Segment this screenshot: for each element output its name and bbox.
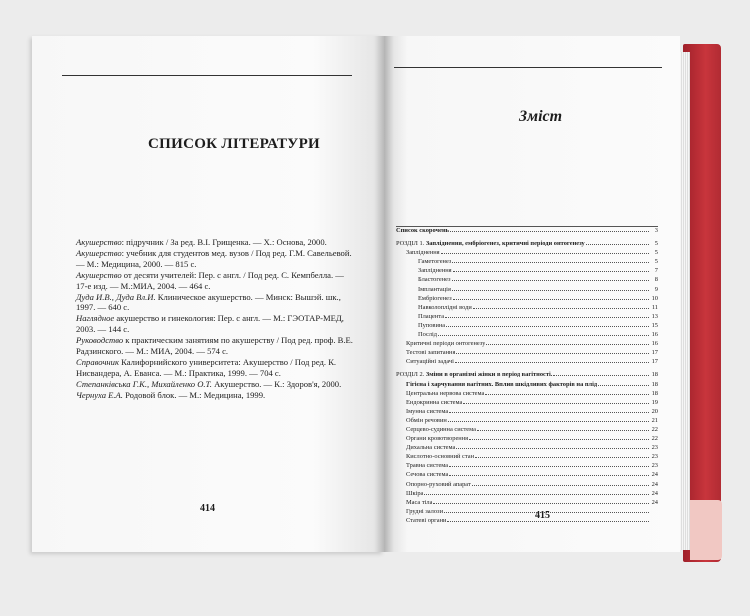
toc-page-number: 8 [654,276,658,284]
toc-leader-dots [447,521,649,522]
toc-entry [396,239,658,248]
toc-entry-label: Запліднення [406,249,440,257]
toc-entry-label: Сечова система [406,471,449,479]
toc-page-number: 17 [651,358,658,366]
toc-title: Зміст [519,108,563,125]
right-header-rule [394,67,662,68]
toc-leader-dots [456,353,649,354]
toc-entry [396,416,658,425]
toc-leader-dots [449,412,649,413]
toc-page-number: 16 [651,331,658,339]
toc-entry-label: Ембріогенез [418,294,452,302]
toc-page-number: 13 [651,312,658,320]
reference-item [76,390,356,401]
page-number-left: 414 [200,503,215,514]
toc-entry-label: Гаметогенез [418,258,452,266]
toc-entry [396,303,658,312]
toc-entry [396,507,658,516]
reference-text: Калифорнийского университета: Акушерство / Под ред. К. Нисвандера, А. Еванса. — М.: Практика, 1999. — 704 с. [76,356,337,378]
book-gutter [374,36,394,552]
toc-entry [396,461,658,470]
toc-leader-dots [433,503,649,504]
toc-entry-label: РОЗДІЛ 2. Зміни в організмі жінки в період вагітності. [396,371,553,379]
toc-leader-dots [441,253,649,254]
toc-page-number: 10 [651,294,658,302]
toc-page-number: 5 [654,240,658,248]
toc-page-number: 18 [651,380,658,388]
reference-author: Справочник [76,356,119,367]
toc-entry [396,266,658,275]
toc-entry [396,480,658,489]
toc-page-number: 18 [651,389,658,397]
toc-entry-label: Центральна нервова система [406,389,485,397]
reference-author: Акушерство [76,237,122,247]
toc-entry [396,407,658,416]
toc-entry [396,226,658,235]
reference-item [76,313,356,335]
toc-page-number: 9 [654,285,658,293]
toc-entry-label: Послід [418,331,438,339]
reference-list [76,237,356,401]
toc-page-number: 7 [654,267,658,275]
toc-leader-dots [452,262,649,263]
toc-entry [396,489,658,498]
toc-entry [396,330,658,339]
toc-page-number: 23 [651,453,658,461]
reference-item [76,292,356,314]
toc-leader-dots [456,448,649,449]
table-of-contents [396,226,658,525]
toc-entry [396,470,658,479]
reference-text: : підручник / За ред. В.І. Грищенка. — Х.: Основа, 2000. [121,237,327,247]
reference-text: Родовой блок. — М.: Медицина, 1999. [122,389,266,400]
toc-entry-label: Плацента [418,312,445,320]
toc-entry-label: Список скорочень [396,227,450,234]
toc-entry-label: Ситуаційні задачі [406,358,454,366]
toc-entry [396,389,658,398]
toc-leader-dots [586,244,649,245]
reference-item [76,270,356,292]
reference-author: Дуда И.В., Дуда Вл.И. [76,291,156,302]
toc-leader-dots [598,385,649,386]
page-number-right: 415 [535,510,550,521]
toc-leader-dots [452,290,649,291]
toc-leader-dots [449,475,649,476]
toc-page-number: 17 [651,349,658,357]
toc-page-number: 23 [651,462,658,470]
reference-item [76,248,356,270]
toc-leader-dots [553,375,649,376]
reference-text: Акушерство. — К.: Здоров'я, 2000. [211,378,342,389]
toc-leader-dots [455,362,649,363]
toc-leader-dots [473,308,649,309]
toc-entry-label: Імунна система [406,407,449,415]
toc-leader-dots [469,439,649,440]
toc-page-number: 24 [651,480,658,488]
toc-entry [396,443,658,452]
toc-entry-label: Дихальна система [406,444,456,452]
toc-entry-label: Кислотно-основний стан [406,453,475,461]
toc-entry [396,498,658,507]
toc-entry-label: Серцево-судинна система [406,425,476,433]
toc-entry-label: Шкіра [406,489,424,497]
toc-page-number: 15 [651,321,658,329]
toc-entry [396,434,658,443]
toc-entry-label: Ендокринна система [406,398,463,406]
toc-entry-label: Навколоплідні води [418,303,472,311]
toc-entry [396,339,658,348]
reference-text: к практическим занятиям по акушерству / Под ред. проф. В.Е. Радзинского. — М.: МИА, 2004. — 574 с. [76,335,353,357]
reference-author: Наглядное [76,313,115,324]
toc-page-number: 22 [651,425,658,433]
reference-author: Руководство [76,335,124,346]
toc-leader-dots [424,494,649,495]
reference-text: акушерство и гинекология: Пер. с англ. — М.: ГЭОТАР-МЕД, 2003. — 144 с. [76,313,344,335]
page-title: СПИСОК ЛІТЕРАТУРИ [148,136,321,152]
toc-leader-dots [448,421,649,422]
toc-entry-label: Травна система [406,462,449,470]
reference-text: Клиническое акушерство. — Минск: Вышэй. шк., 1997. — 640 с. [76,291,341,313]
toc-entry-label: Опорно-руховий апарат [406,480,471,488]
left-header-rule [62,75,352,76]
toc-entry [396,516,658,525]
toc-page-number: 5 [654,258,658,266]
toc-page-number: 18 [651,371,658,379]
toc-leader-dots [446,326,649,327]
toc-page-number: 20 [651,407,658,415]
reference-author: Акушерство [76,269,122,280]
toc-entry [396,380,658,389]
toc-page-number: 24 [651,471,658,479]
toc-leader-dots [450,231,649,232]
toc-entry [396,398,658,407]
toc-entry [396,248,658,257]
toc-page-number: 5 [654,249,658,257]
toc-page-number: 23 [651,444,658,452]
toc-entry-label: Запліднення [418,267,452,275]
book-cover-corner [690,500,722,560]
toc-page-number: 16 [651,340,658,348]
toc-entry [396,452,658,461]
toc-leader-dots [453,299,649,300]
toc-entry [396,285,658,294]
toc-entry [396,257,658,266]
toc-leader-dots [445,317,649,318]
toc-entry-label: Статеві органи [406,516,447,524]
toc-entry-label: Гігієна і харчування вагітних. Вплив шкідливих факторів на плід [406,380,598,388]
toc-entry-label: Обмін речовин [406,416,447,424]
toc-leader-dots [453,271,649,272]
toc-entry-label: Грудні залози [406,507,443,515]
toc-page-number: 22 [651,435,658,443]
toc-entry [396,370,658,379]
toc-entry-label: Маса тіла [406,498,433,506]
toc-entry [396,275,658,284]
toc-entry-label: Критичні періоди онтогенезу [406,340,486,348]
toc-entry-label: Тестові запитання [406,349,456,357]
toc-entry-label: Імплантація [418,285,451,293]
reference-text: : учебник для студентов мед. вузов / Под ред. Г.М. Савельевой. — М.: Медицина, 2000. — 815 с. [76,247,352,269]
toc-entry-label: РОЗДІЛ 1. Запліднення, ембріогенез, критичні періоди онтогенезу [396,240,585,248]
toc-leader-dots [486,344,649,345]
reference-author: Акушерство [76,247,122,258]
toc-entry-label: Бластогенез [418,276,451,284]
reference-author: Чернуха Е.А. [76,389,123,400]
toc-page-number: 21 [651,416,658,424]
toc-leader-dots [438,335,649,336]
toc-leader-dots [475,457,649,458]
toc-entry [396,425,658,434]
reference-author: Степанківська Г.К., Михайленко О.Т. [76,378,212,389]
toc-entry [396,312,658,321]
toc-entry-label: Пуповина [418,321,446,329]
reference-text: от десяти учителей: Пер. с англ. / Под ред. С. Кемпбелла. — 17-е изд. — М.:МИА, 2004. — 464 с. [76,269,344,291]
toc-leader-dots [463,403,649,404]
toc-leader-dots [472,485,649,486]
reference-item [76,379,356,390]
toc-leader-dots [449,466,649,467]
toc-page-number: 3 [654,227,658,234]
toc-entry [396,321,658,330]
toc-page-number: 24 [651,498,658,506]
toc-entry-label: Органи кровотворення [406,435,469,443]
reference-item [76,357,356,379]
toc-leader-dots [485,394,649,395]
toc-page-number: 24 [651,489,658,497]
toc-entry [396,294,658,303]
toc-entry [396,348,658,357]
toc-page-number: 19 [651,398,658,406]
reference-item [76,237,356,248]
toc-page-number: 11 [651,303,658,311]
toc-leader-dots [452,280,649,281]
toc-entry [396,357,658,366]
reference-item [76,335,356,357]
toc-leader-dots [477,430,649,431]
